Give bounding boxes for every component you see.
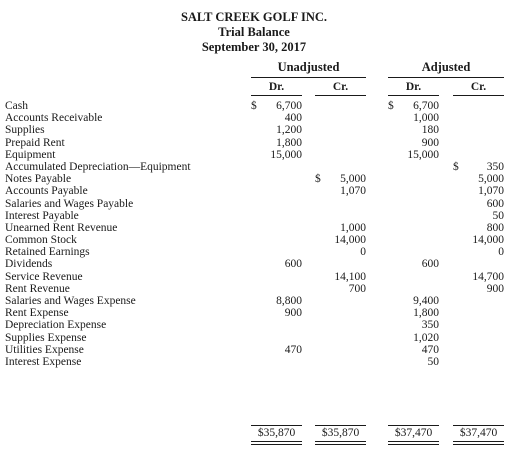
amount: 350 xyxy=(421,319,439,332)
currency-symbol: $ xyxy=(388,100,394,112)
amount: 350 xyxy=(486,160,504,173)
amount: 600 xyxy=(486,197,504,210)
adjusted-debit-header: Dr. xyxy=(388,80,439,96)
table-row xyxy=(0,307,508,319)
total-adjusted-credit: $37,470 xyxy=(453,425,504,440)
amount: 470 xyxy=(284,343,302,356)
amount: 1,000 xyxy=(413,112,439,125)
account-name: Unearned Rent Revenue xyxy=(5,221,118,234)
account-name: Rent Expense xyxy=(5,307,69,320)
table-row xyxy=(0,271,508,283)
unadjusted-debit-header: Dr. xyxy=(251,80,302,96)
adjusted-credit-header: Cr. xyxy=(453,80,504,96)
table-row xyxy=(0,124,508,136)
amount: 700 xyxy=(348,282,366,295)
table-row xyxy=(0,283,508,295)
account-name: Prepaid Rent xyxy=(5,136,65,149)
table-row xyxy=(0,258,508,270)
table-row xyxy=(0,344,508,356)
amount: 900 xyxy=(284,307,302,320)
currency-symbol: $ xyxy=(453,160,459,173)
account-name: Service Revenue xyxy=(5,270,83,283)
totals-row xyxy=(0,425,508,445)
report-title: Trial Balance xyxy=(218,25,290,39)
amount: 9,400 xyxy=(413,295,439,307)
amount: 0 xyxy=(360,246,366,259)
table-row xyxy=(0,222,508,234)
company-name: SALT CREEK GOLF INC. xyxy=(180,10,328,24)
table-row xyxy=(0,319,508,331)
amount: 800 xyxy=(486,221,504,234)
amount: 400 xyxy=(284,112,302,125)
account-name: Accumulated Depreciation—Equipment xyxy=(5,160,191,173)
amount: 900 xyxy=(486,282,504,295)
amount: 50 xyxy=(427,355,439,368)
adjusted-header: Adjusted xyxy=(388,60,504,78)
amount: 0 xyxy=(498,246,504,259)
account-name: Supplies xyxy=(5,124,45,137)
amount: 900 xyxy=(421,136,439,149)
account-rows xyxy=(0,100,508,368)
amount: 1,000 xyxy=(340,221,366,234)
table-row xyxy=(0,161,508,173)
amount: 15,000 xyxy=(407,148,439,161)
account-name: Supplies Expense xyxy=(5,331,87,344)
amount: 470 xyxy=(421,343,439,356)
total-unadjusted-credit: $35,870 xyxy=(315,425,366,440)
table-row xyxy=(0,100,508,112)
table-row xyxy=(0,173,508,185)
account-name: Salaries and Wages Expense xyxy=(5,295,136,307)
table-row xyxy=(0,185,508,197)
table-row xyxy=(0,234,508,246)
total-unadjusted-debit: $35,870 xyxy=(251,425,302,440)
account-name: Notes Payable xyxy=(5,173,72,186)
amount: 5,000 xyxy=(340,173,366,186)
amount: 600 xyxy=(421,258,439,271)
account-name: Interest Payable xyxy=(5,209,79,222)
account-name: Common Stock xyxy=(5,234,77,247)
table-row xyxy=(0,112,508,124)
account-name: Interest Expense xyxy=(5,355,82,368)
account-name: Accounts Receivable xyxy=(5,112,103,125)
amount: 1,800 xyxy=(413,307,439,320)
account-name: Utilities Expense xyxy=(5,343,84,356)
report-date: September 30, 2017 xyxy=(201,40,307,54)
currency-symbol: $ xyxy=(315,173,321,186)
table-row xyxy=(0,332,508,344)
unadjusted-header: Unadjusted xyxy=(251,60,366,78)
table-row xyxy=(0,149,508,161)
amount: 1,070 xyxy=(478,185,504,198)
amount: 600 xyxy=(284,258,302,271)
account-name: Equipment xyxy=(5,148,56,161)
table-row xyxy=(0,295,508,307)
table-row xyxy=(0,137,508,149)
amount: 6,700 xyxy=(413,100,439,112)
table-row xyxy=(0,198,508,210)
amount: 14,100 xyxy=(334,270,366,283)
account-name: Depreciation Expense xyxy=(5,319,107,332)
amount: 15,000 xyxy=(270,148,302,161)
amount: 14,700 xyxy=(472,270,504,283)
currency-symbol: $ xyxy=(251,100,257,112)
account-name: Rent Revenue xyxy=(5,282,70,295)
total-adjusted-debit: $37,470 xyxy=(388,425,439,440)
amount: 14,000 xyxy=(472,234,504,247)
account-name: Salaries and Wages Payable xyxy=(5,197,134,210)
amount: 1,800 xyxy=(276,136,302,149)
account-name: Cash xyxy=(5,100,28,112)
amount: 6,700 xyxy=(276,100,302,112)
table-row xyxy=(0,356,508,368)
amount: 8,800 xyxy=(276,295,302,307)
account-name: Dividends xyxy=(5,258,53,271)
unadjusted-credit-header: Cr. xyxy=(315,80,366,96)
amount: 1,070 xyxy=(340,185,366,198)
amount: 5,000 xyxy=(478,173,504,186)
table-row xyxy=(0,246,508,258)
account-name: Retained Earnings xyxy=(5,246,90,259)
table-row xyxy=(0,210,508,222)
amount: 50 xyxy=(492,209,504,222)
amount: 1,020 xyxy=(413,331,439,344)
amount: 14,000 xyxy=(334,234,366,247)
amount: 1,200 xyxy=(276,124,302,137)
account-name: Accounts Payable xyxy=(5,185,88,198)
amount: 180 xyxy=(421,124,439,137)
